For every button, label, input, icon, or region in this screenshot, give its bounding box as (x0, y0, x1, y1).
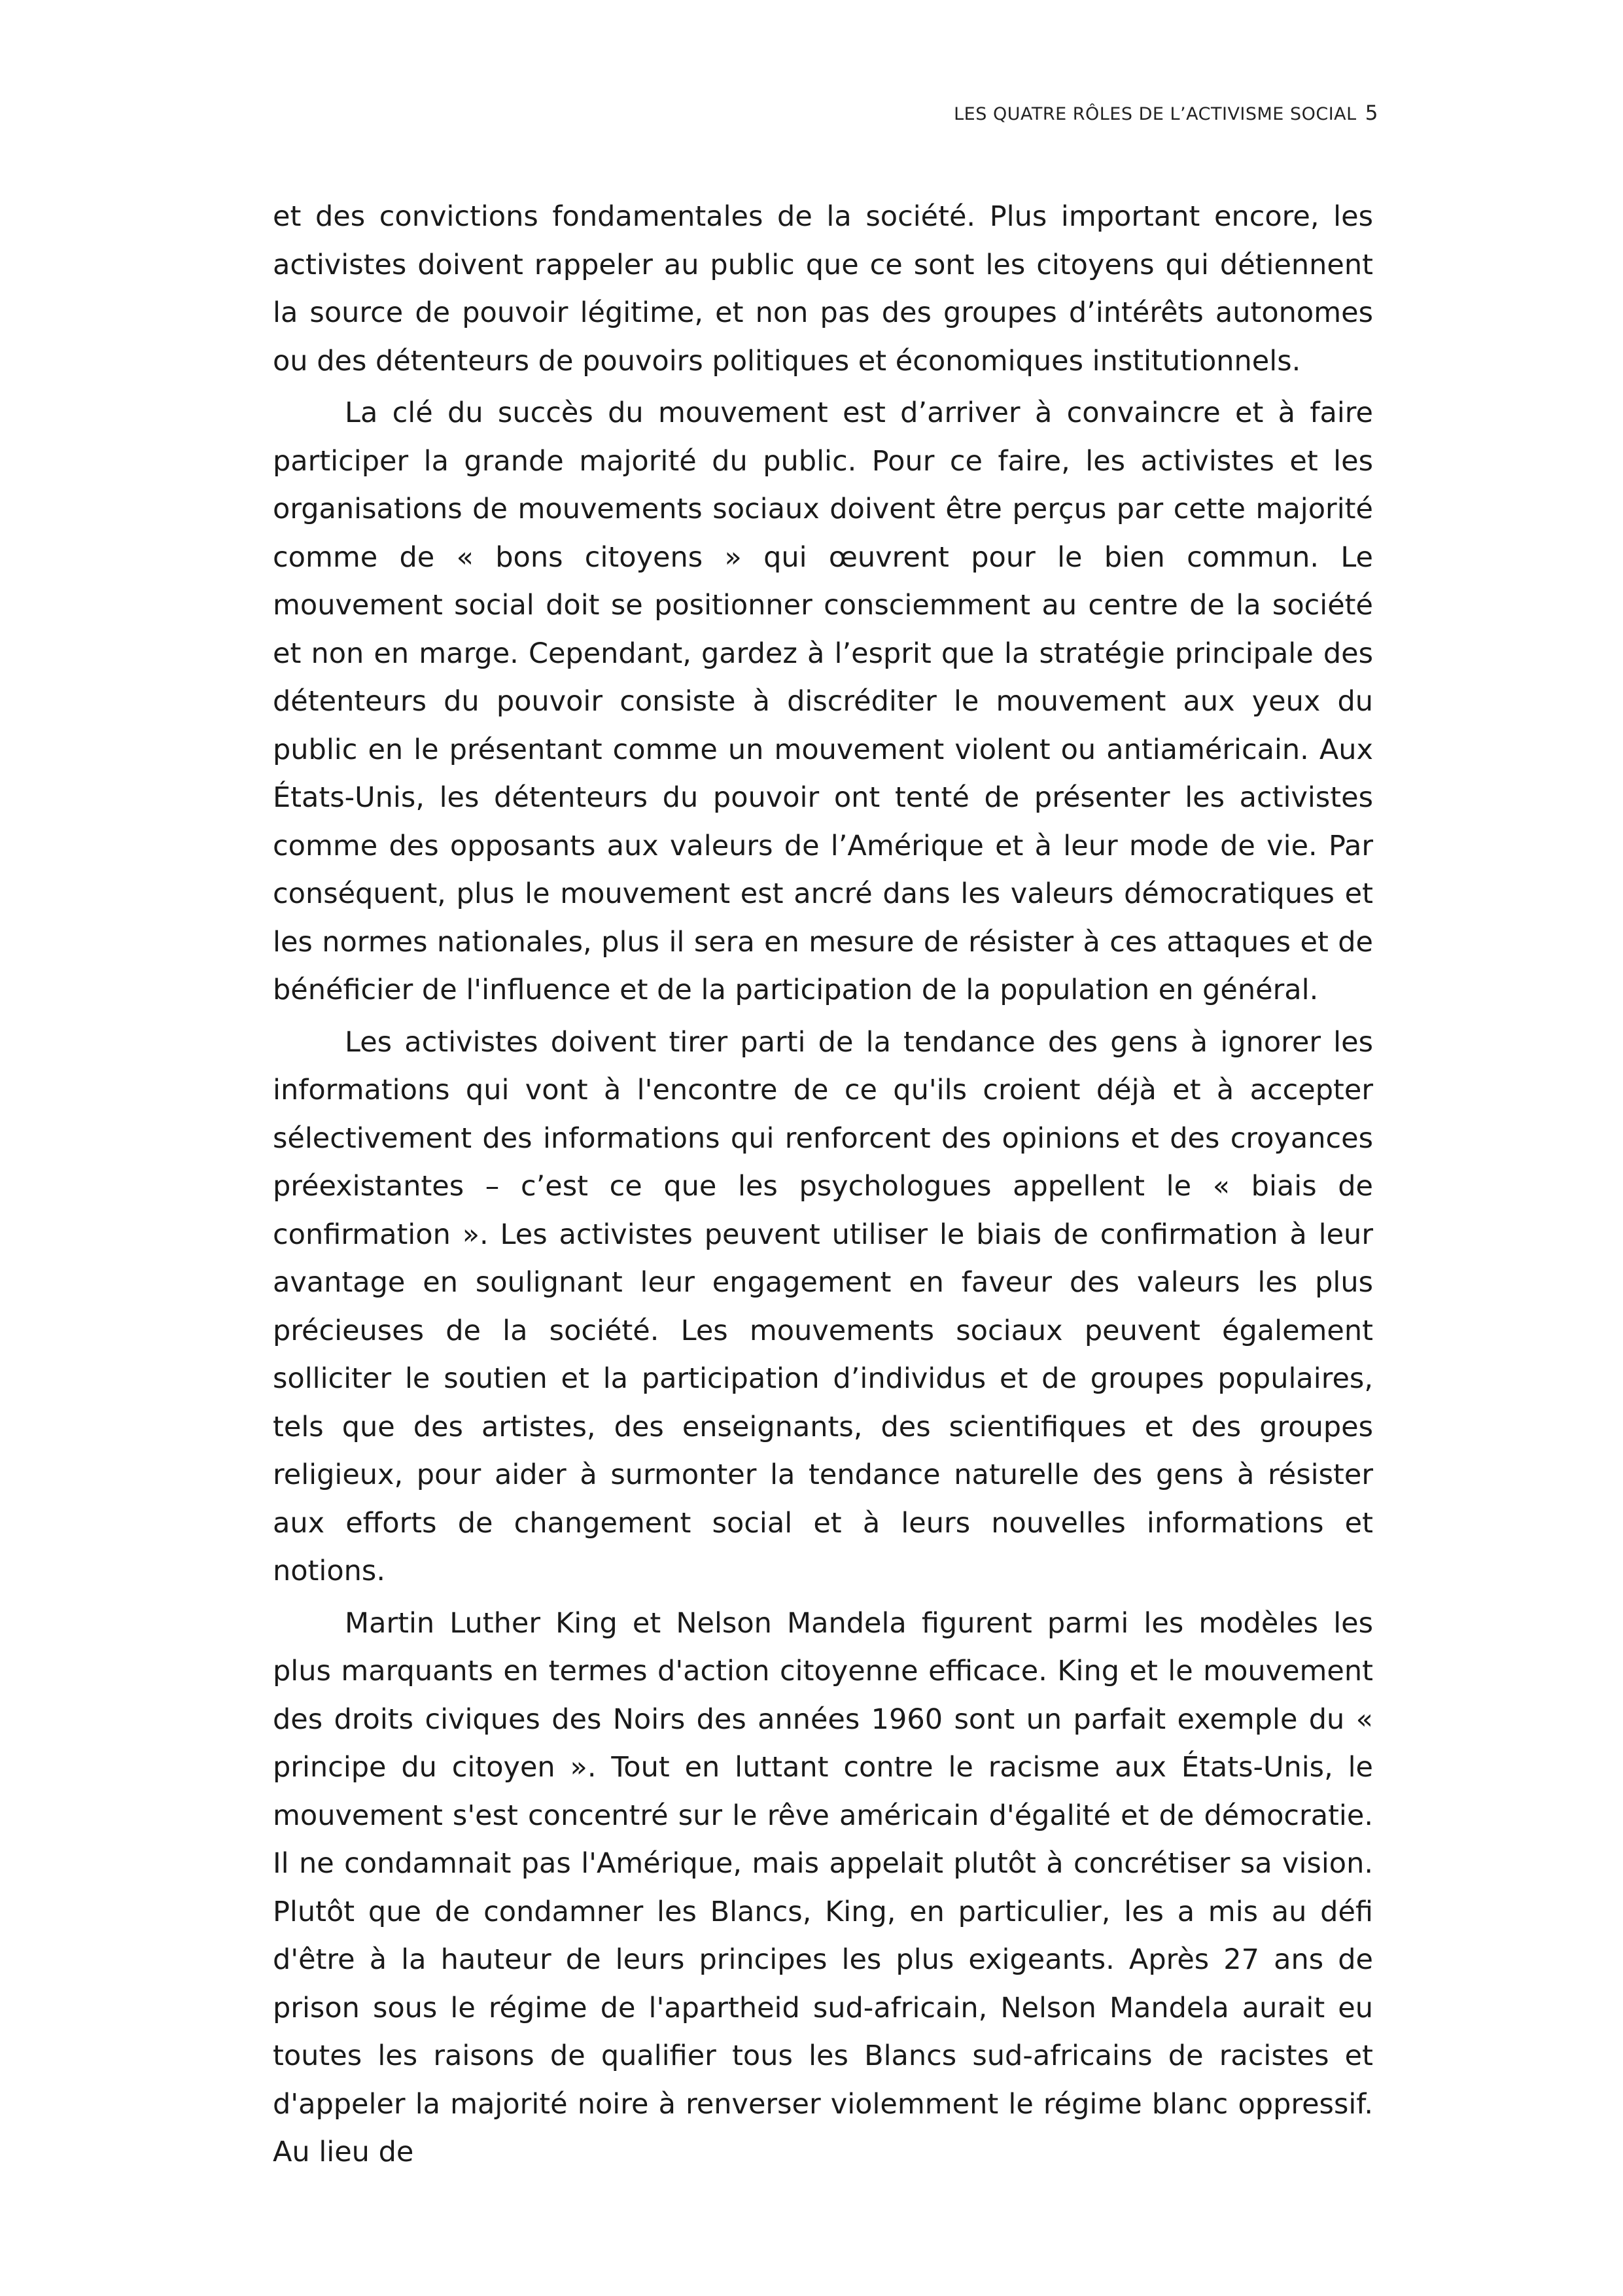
paragraph: Les activistes doivent tirer parti de la tendance des gens à ignorer les informations qui vont à l'encontre de ce qu'ils croient déjà et à accepter sélectivement des informations qui renforcent des opinions et des croyances préexistantes – c’est ce que les psychologues appellent le « biais de confirmation ». Les activistes peuvent utiliser le biais de confirmation à leur avantage en soulignant leur engagement en faveur des valeurs les plus précieuses de la société. Les mouvements sociaux peuvent également solliciter le soutien et la participation d’individus et de groupes populaires, tels que des artistes, des enseignants, des scientifiques et des groupes religieux, pour aider à surmonter la tendance naturelle des gens à résister aux efforts de changement social et à leurs nouvelles informations et notions. (273, 1025, 1373, 1587)
running-header (954, 101, 1378, 125)
paragraph: Martin Luther King et Nelson Mandela figurent parmi les modèles les plus marquants en termes d'action citoyenne efficace. King et le mouvement des droits civiques des Noirs des années 1960 sont un parfait exemple du « principe du citoyen ». Tout en luttant contre le racisme aux États-Unis, le mouvement s'est concentré sur le rêve américain d'égalité et de démocratie. Il ne condamnait pas l'Amérique, mais appelait plutôt à concrétiser sa vision. Plutôt que de condamner les Blancs, King, en particulier, les a mis au défi d'être à la hauteur de leurs principes les plus exigeants. Après 27 ans de prison sous le régime de l'apartheid sud-africain, Nelson Mandela aurait eu toutes les raisons de qualifier tous les Blancs sud-africains de racistes et d'appeler la majorité noire à renverser violemment le régime blanc oppressif. Au lieu de (273, 1606, 1373, 2168)
running-title: LES QUATRE RÔLES DE L’ACTIVISME SOCIAL (954, 104, 1357, 124)
page-number: 5 (1365, 101, 1378, 125)
paragraph-continued: et des convictions fondamentales de la société. Plus important encore, les activistes doivent rappeler au public que ce sont les citoyens qui détiennent la source de pouvoir légitime, et non pas des groupes d’intérêts autonomes ou des détenteurs de pouvoirs politiques et économiques institutionnels. (273, 200, 1373, 378)
body-text (273, 193, 1373, 2181)
paragraph: La clé du succès du mouvement est d’arriver à convaincre et à faire participer la grande majorité du public. Pour ce faire, les activistes et les organisations de mouvements sociaux doivent être perçus par cette majorité comme de « bons citoyens » qui œuvrent pour le bien commun. Le mouvement social doit se positionner consciemment au centre de la société et non en marge. Cependant, gardez à l’esprit que la stratégie principale des détenteurs du pouvoir consiste à discréditer le mouvement aux yeux du public en le présentant comme un mouvement violent ou antiaméricain. Aux États-Unis, les détenteurs du pouvoir ont tenté de présenter les activistes comme des opposants aux valeurs de l’Amérique et à leur mode de vie. Par conséquent, plus le mouvement est ancré dans les valeurs démocratiques et les normes nationales, plus il sera en mesure de résister à ces attaques et de bénéficier de l'influence et de la participation de la population en général. (273, 397, 1373, 1006)
